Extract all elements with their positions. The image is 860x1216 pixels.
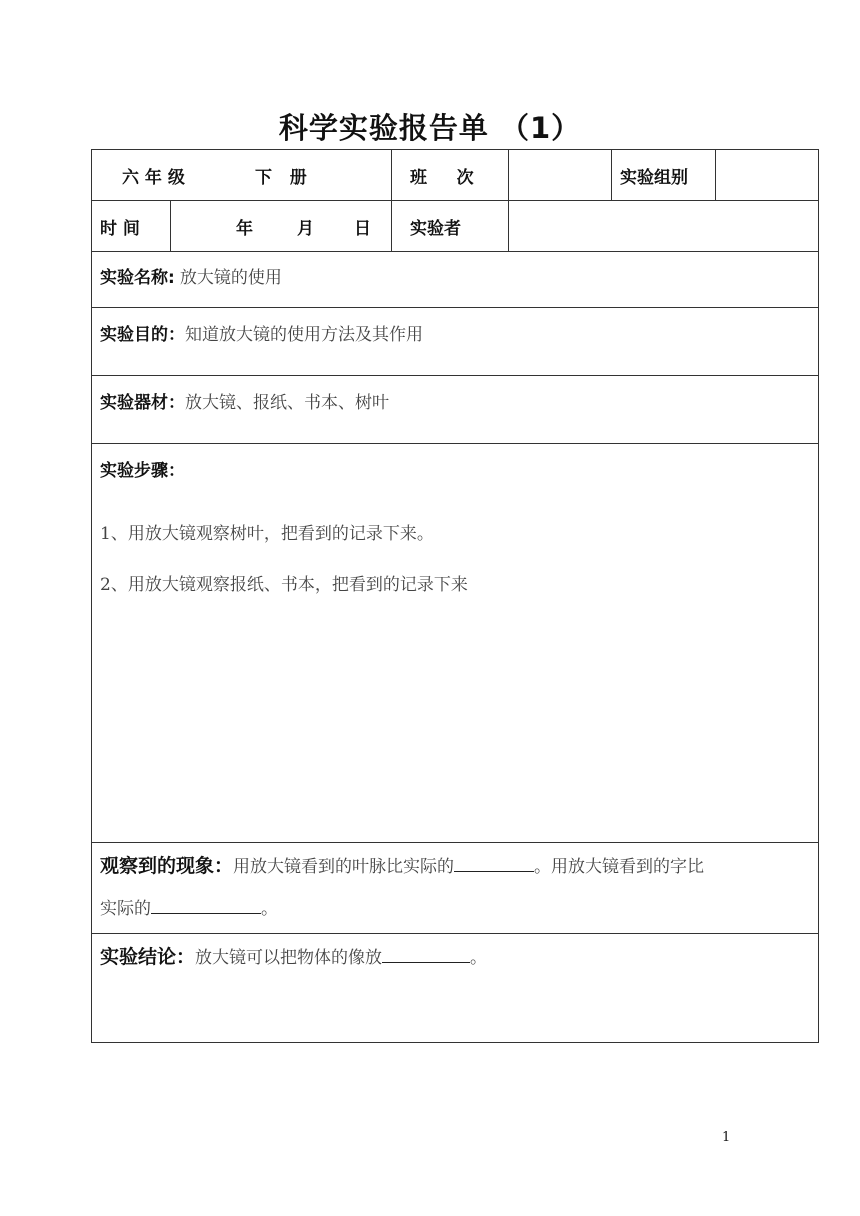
- blank-underline[interactable]: [382, 944, 470, 963]
- observation-block: [100, 854, 815, 933]
- experiment-name-value: 放大镜的使用: [179, 268, 282, 288]
- observation-text: 实际的: [100, 899, 151, 919]
- class-label: 班 次: [410, 168, 474, 188]
- date-day: 日: [354, 219, 371, 239]
- experiment-name-row: [100, 263, 282, 288]
- col-divider: [391, 150, 392, 251]
- row-divider: [92, 251, 818, 252]
- experiment-materials-row: [100, 388, 389, 413]
- experiment-name-label: 实验名称:: [100, 268, 175, 288]
- page-title: 科学实验报告单 （1）: [278, 111, 582, 145]
- row-divider: [92, 933, 818, 934]
- blank-underline[interactable]: [454, 853, 534, 872]
- report-table: [91, 149, 819, 1043]
- experimenter-label: 实验者: [410, 219, 461, 239]
- row-divider: [92, 443, 818, 444]
- experiment-purpose-label: 实验目的：: [100, 325, 185, 345]
- observation-label: 观察到的现象：: [100, 855, 234, 877]
- col-divider: [170, 200, 171, 251]
- experiment-materials-label: 实验器材：: [100, 393, 185, 413]
- row-divider: [92, 200, 818, 201]
- volume-label: 下 册: [255, 168, 307, 188]
- experiment-steps-label: 实验步骤：: [100, 461, 185, 481]
- conclusion-text: 放大镜可以把物体的像放: [195, 948, 383, 968]
- observation-text: 用放大镜看到的叶脉比实际的: [233, 857, 455, 877]
- col-divider: [611, 150, 612, 200]
- col-divider: [715, 150, 716, 200]
- experimenter-field[interactable]: [517, 214, 807, 238]
- conclusion-text: 。: [470, 948, 488, 968]
- blank-underline[interactable]: [151, 895, 261, 914]
- observation-text: 。用放大镜看到的字比: [534, 857, 705, 877]
- experiment-purpose-row: [100, 320, 423, 345]
- date-year: 年: [236, 219, 253, 239]
- time-label: 时 间: [100, 219, 140, 239]
- date-month: 月: [297, 219, 314, 239]
- group-label: 实验组别: [620, 168, 688, 188]
- grade-label: 六 年 级: [122, 168, 185, 188]
- col-divider: [508, 150, 509, 251]
- step-item: 2、用放大镜观察报纸、书本，把看到的记录下来: [100, 575, 468, 595]
- step-item: 1、用放大镜观察树叶，把看到的记录下来。: [100, 524, 434, 544]
- conclusion-label: 实验结论：: [100, 946, 196, 968]
- conclusion-row: [100, 942, 487, 969]
- experiment-materials-value: 放大镜、报纸、书本、树叶: [185, 393, 389, 413]
- class-field[interactable]: [517, 163, 605, 187]
- row-divider: [92, 375, 818, 376]
- page-number: 1: [722, 1130, 731, 1145]
- group-field[interactable]: [722, 163, 812, 187]
- experiment-purpose-value: 知道放大镜的使用方法及其作用: [185, 325, 423, 345]
- row-divider: [92, 307, 818, 308]
- observation-text: 。: [261, 899, 278, 919]
